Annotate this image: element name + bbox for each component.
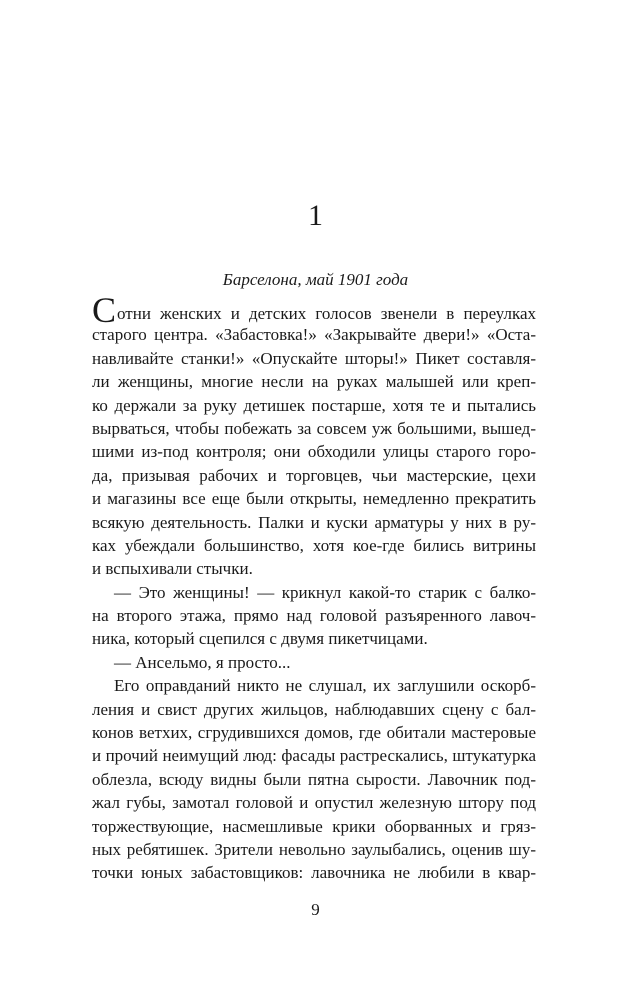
text-line: на второго этажа, прямо над головой разъяренного лавоч- bbox=[92, 606, 536, 626]
text-line: ных ребятишек. Зрители невольно заулыбались, оценив шу- bbox=[92, 839, 536, 859]
text-line: конов ветхих, сгрудившихся домов, где обитали мастеровые bbox=[92, 723, 536, 743]
page-number: 9 bbox=[311, 900, 320, 919]
text-line: вырваться, чтобы побежать за совсем уж большими, вышед- bbox=[92, 418, 536, 438]
text-line bbox=[92, 290, 536, 330]
text-line: ника, который сцепился с двумя пикетчицами. bbox=[92, 629, 428, 649]
text-line: облезла, всюду видны были пятна сырости. Лавочник под- bbox=[92, 769, 536, 789]
text-line: навливайте станки!» «Опускайте шторы!» Пикет составля- bbox=[92, 348, 536, 368]
text-line: — Ансельмо, я просто... bbox=[114, 652, 291, 672]
text-line: Его оправданий никто не слушал, их заглушили оскорб- bbox=[114, 676, 536, 696]
chapter-number: 1 bbox=[308, 199, 323, 232]
drop-cap: С bbox=[92, 290, 117, 330]
text-line-content: отни женских и детских голосов звенели в переулках bbox=[117, 304, 536, 323]
text-line: старого центра. «Забастовка!» «Закрывайте двери!» «Оста- bbox=[92, 325, 536, 345]
chapter-subtitle: Барселона, май 1901 года bbox=[222, 270, 409, 289]
text-line: торжествующие, насмешливые крики оборванных и гряз- bbox=[92, 816, 536, 836]
text-line: жал губы, замотал головой и опустил железную штору под bbox=[92, 793, 536, 813]
text-line: и магазины все еще были открыты, немедленно прекратить bbox=[92, 489, 536, 509]
text-line: ления и свист других жильцов, наблюдавших сцену с бал- bbox=[92, 699, 536, 719]
text-line: всякую деятельность. Палки и куски арматуры у них в ру- bbox=[92, 512, 536, 532]
text-line: ко держали за руку детишек постарше, хотя те и пытались bbox=[92, 395, 536, 415]
text-line: шими из-под контроля; они обходили улицы старого горо- bbox=[92, 442, 536, 462]
text-line: точки юных забастовщиков: лавочника не любили в квар- bbox=[92, 863, 536, 883]
text-line: — Это женщины! — крикнул какой-то старик с балко- bbox=[114, 582, 536, 602]
text-line: ках убеждали большинство, хотя кое-где бились витрины bbox=[92, 535, 536, 555]
body-text bbox=[92, 290, 536, 885]
text-line: и вспыхивали стычки. bbox=[92, 559, 253, 579]
text-line: да, призывая рабочих и торговцев, чьи мастерские, цехи bbox=[92, 465, 536, 485]
text-line: и прочий неимущий люд: фасады растрескались, штукатурка bbox=[92, 746, 536, 766]
text-line: ли женщины, многие несли на руках малышей или креп- bbox=[92, 372, 536, 392]
